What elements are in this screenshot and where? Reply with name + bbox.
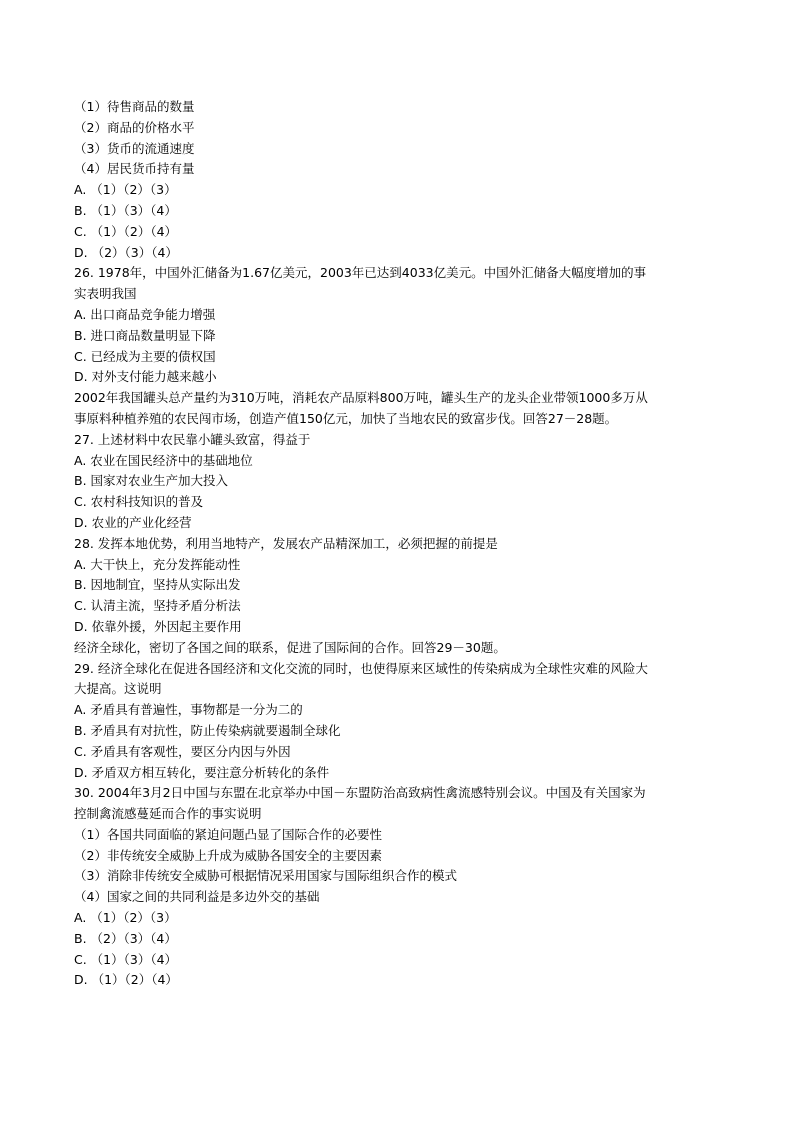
option-item: （2）非传统安全威胁上升成为威胁各国安全的主要因素 (74, 847, 382, 863)
answer-choice: B. （2）（3）（4） (74, 930, 177, 946)
answer-choice: B. 因地制宜，坚持从实际出发 (74, 577, 241, 593)
question-30-text-cont: 控制禽流感蔓延而合作的事实说明 (74, 806, 262, 822)
answer-choice: C. 认清主流，坚持矛盾分析法 (74, 598, 241, 614)
question-28-text: 28. 发挥本地优势，利用当地特产，发展农产品精深加工，必须把握的前提是 (74, 535, 498, 551)
answer-choice: D. 矛盾双方相互转化，要注意分析转化的条件 (74, 764, 330, 780)
option-item: （4）居民货币持有量 (74, 161, 195, 177)
question-26-text-cont: 实表明我国 (74, 286, 137, 302)
answer-choice: B. 矛盾具有对抗性，防止传染病就要遏制全球化 (74, 722, 341, 738)
answer-choice: C. （1）（2）（4） (74, 223, 178, 239)
option-item: （1）各国共同面临的紧迫问题凸显了国际合作的必要性 (74, 826, 382, 842)
option-item: （2）商品的价格水平 (74, 119, 195, 135)
answer-choice: D. 农业的产业化经营 (74, 514, 192, 530)
material-paragraph-cont: 事原料种植养殖的农民闯市场，创造产值150亿元，加快了当地农民的致富步伐。回答27－28题。 (74, 410, 618, 426)
answer-choice: B. （1）（3）（4） (74, 202, 177, 218)
answer-choice: B. 国家对农业生产加大投入 (74, 473, 229, 489)
answer-choice: A. 大干快上，充分发挥能动性 (74, 556, 241, 572)
answer-choice: C. 农村科技知识的普及 (74, 494, 204, 510)
question-29-text: 29. 经济全球化在促进各国经济和文化交流的同时，也使得原来区域性的传染病成为全球性灾难的风险大 (74, 660, 648, 676)
answer-choice: C. 矛盾具有客观性，要区分内因与外因 (74, 743, 291, 759)
answer-choice: A. （1）（2）（3） (74, 182, 177, 198)
answer-choice: C. （1）（3）（4） (74, 951, 178, 967)
material-paragraph: 2002年我国罐头总产量约为310万吨，消耗农产品原料800万吨，罐头生产的龙头企业带领1000多万从 (74, 390, 648, 406)
answer-choice: B. 进口商品数量明显下降 (74, 327, 216, 343)
option-item: （1）待售商品的数量 (74, 99, 195, 114)
answer-choice: D. 对外支付能力越来越小 (74, 369, 217, 385)
question-30-text: 30. 2004年3月2日中国与东盟在北京举办中国－东盟防治高致病性禽流感特别会议。中国及有关国家为 (74, 785, 646, 801)
answer-choice: D. （2）（3）（4） (74, 244, 178, 260)
answer-choice: A. 农业在国民经济中的基础地位 (74, 452, 253, 468)
answer-choice: D. （1）（2）（4） (74, 972, 178, 988)
answer-choice: A. 出口商品竞争能力增强 (74, 306, 216, 322)
question-27-text: 27. 上述材料中农民靠小罐头致富，得益于 (74, 431, 311, 447)
option-item: （3）货币的流通速度 (74, 140, 195, 156)
option-item: （4）国家之间的共同利益是多边外交的基础 (74, 889, 320, 905)
document-page (74, 97, 720, 991)
answer-choice: C. 已经成为主要的债权国 (74, 348, 216, 364)
answer-choice: A. 矛盾具有普遍性，事物都是一分为二的 (74, 702, 303, 718)
answer-choice: A. （1）（2）（3） (74, 910, 177, 926)
question-26-text: 26. 1978年，中国外汇储备为1.67亿美元，2003年已达到4033亿美元。中国外汇储备大幅度增加的事 (74, 265, 647, 281)
material-paragraph: 经济全球化，密切了各国之间的联系，促进了国际间的合作。回答29－30题。 (74, 639, 506, 655)
option-item: （3）消除非传统安全威胁可根据情况采用国家与国际组织合作的模式 (74, 868, 457, 884)
answer-choice: D. 依靠外援，外因起主要作用 (74, 618, 242, 634)
question-29-text-cont: 大提高。这说明 (74, 681, 162, 697)
